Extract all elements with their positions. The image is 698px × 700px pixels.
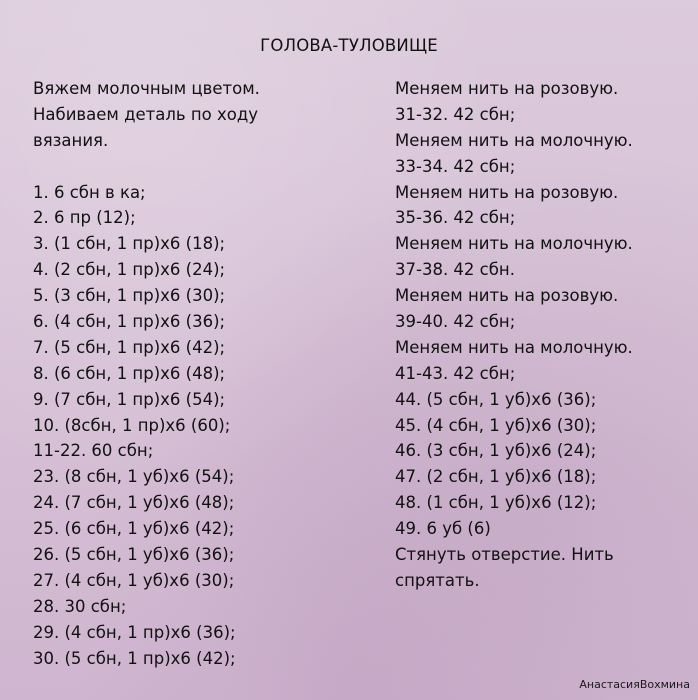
right-column-line: 41-43. 42 сбн;	[395, 363, 516, 383]
page-title: ГОЛОВА-ТУЛОВИЩЕ	[260, 36, 438, 55]
right-column-line: Меняем нить на молочную.	[395, 337, 633, 357]
left-column-line: 10. (8сбн, 1 пр)х6 (60);	[33, 415, 231, 435]
left-column-line: 5. (3 сбн, 1 пр)х6 (30);	[33, 286, 226, 306]
right-column-line: 31-32. 42 сбн;	[395, 104, 516, 124]
left-column-line: 11-22. 60 сбн;	[33, 441, 154, 461]
left-column-line: 29. (4 сбн, 1 пр)х6 (36);	[33, 622, 236, 642]
right-column-line: 44. (5 сбн, 1 уб)х6 (36);	[395, 389, 597, 409]
right-column-line: Меняем нить на молочную.	[395, 130, 633, 150]
left-column-line: 2. 6 пр (12);	[33, 208, 136, 228]
right-column-line: Стянуть отверстие. Нить	[395, 545, 614, 565]
left-column-line: 23. (8 сбн, 1 уб)х6 (54);	[33, 467, 235, 487]
left-column-line: 9. (7 сбн, 1 пр)х6 (54);	[33, 389, 226, 409]
left-column-line: 30. (5 сбн, 1 пр)х6 (42);	[33, 648, 236, 668]
right-column-line: 45. (4 сбн, 1 уб)х6 (30);	[395, 415, 597, 435]
left-column-line: 4. (2 сбн, 1 пр)х6 (24);	[33, 260, 226, 280]
left-column-line: 3. (1 сбн, 1 пр)х6 (18);	[33, 234, 226, 254]
right-column-line: Меняем нить на молочную.	[395, 234, 633, 254]
right-column-line: 33-34. 42 сбн;	[395, 156, 516, 176]
right-column-line: Меняем нить на розовую.	[395, 286, 619, 306]
left-column-line: 27. (4 сбн, 1 уб)х6 (30);	[33, 570, 235, 590]
right-column-line: 48. (1 сбн, 1 уб)х6 (12);	[395, 493, 597, 513]
left-column-line: вязания.	[33, 130, 109, 150]
left-column-line: Набиваем деталь по ходу	[33, 104, 259, 124]
left-column-line: Вяжем молочным цветом.	[33, 79, 260, 98]
right-column-line: 37-38. 42 сбн.	[395, 260, 515, 280]
left-column-line: 25. (6 сбн, 1 уб)х6 (42);	[33, 519, 235, 539]
right-column-line: 35-36. 42 сбн;	[395, 208, 516, 228]
right-column	[395, 76, 633, 594]
left-column-line: 7. (5 сбн, 1 пр)х6 (42);	[33, 337, 226, 357]
right-column-line: спрятать.	[395, 570, 480, 590]
left-column-line: 1. 6 сбн в ка;	[33, 182, 146, 202]
right-column-line: 39-40. 42 сбн;	[395, 312, 516, 332]
right-column-line: 47. (2 сбн, 1 уб)х6 (18);	[395, 467, 597, 487]
left-column-line: 24. (7 сбн, 1 уб)х6 (48);	[33, 493, 235, 513]
left-column-line: 28. 30 сбн;	[33, 596, 127, 616]
left-column-line: 8. (6 сбн, 1 пр)х6 (48);	[33, 363, 226, 383]
right-column-line: 49. 6 уб (6)	[395, 519, 491, 539]
left-column-line	[33, 154, 260, 180]
right-column-line: 46. (3 сбн, 1 уб)х6 (24);	[395, 441, 597, 461]
right-column-line: Меняем нить на розовую.	[395, 182, 619, 202]
left-column	[33, 76, 260, 671]
left-column-line: 26. (5 сбн, 1 уб)х6 (36);	[33, 545, 235, 565]
author-signature: АнастасияВохмина	[579, 678, 690, 691]
right-column-line: Меняем нить на розовую.	[395, 79, 619, 98]
left-column-line: 6. (4 сбн, 1 пр)х6 (36);	[33, 312, 226, 332]
